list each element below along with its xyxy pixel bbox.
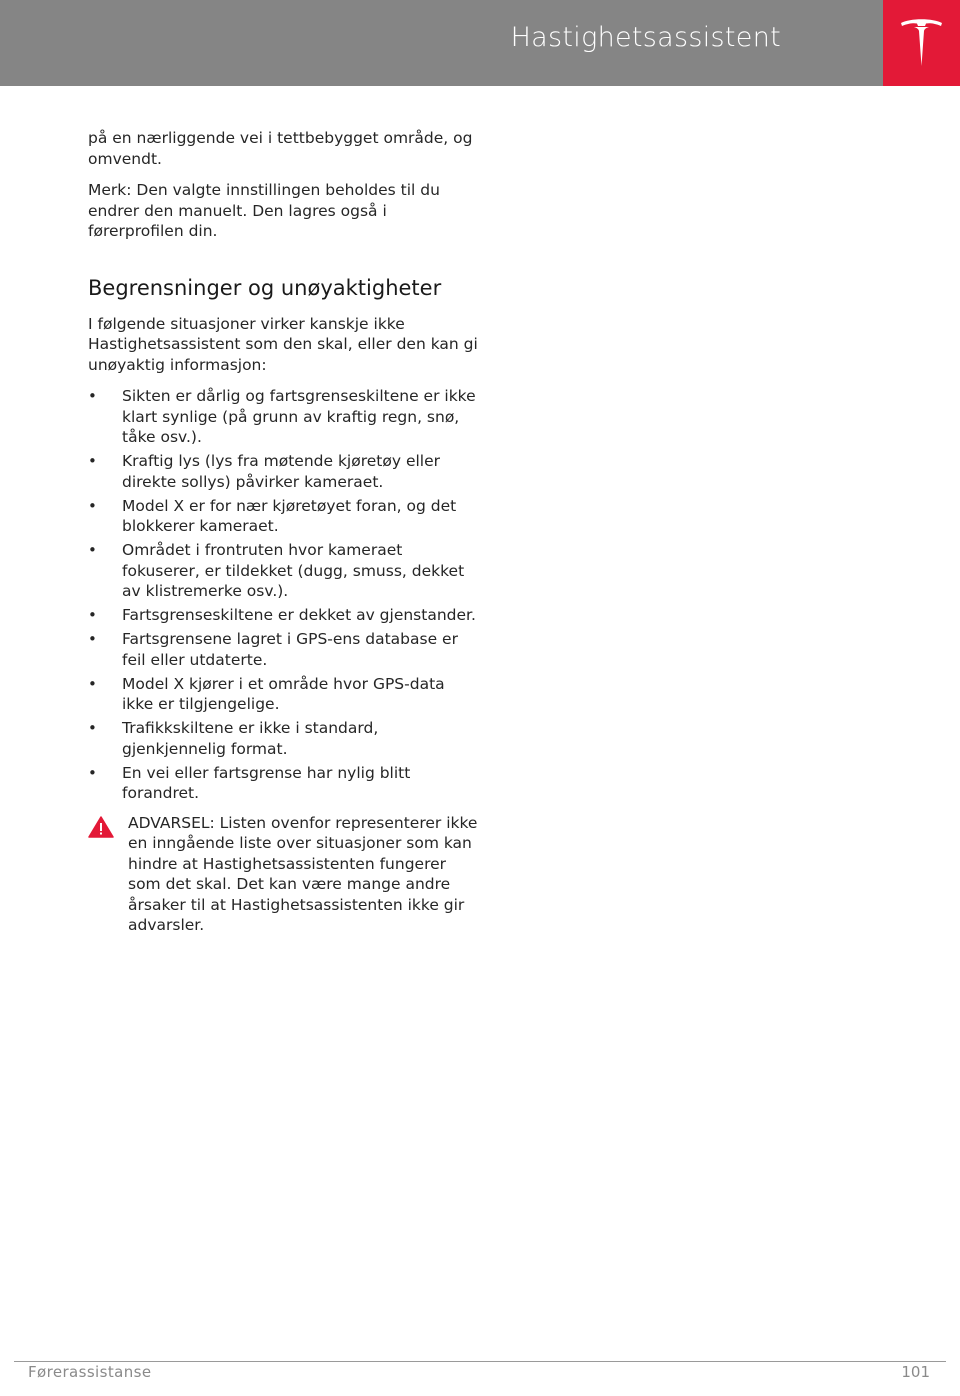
- header-bar: [0, 0, 883, 86]
- bullet-icon: •: [88, 763, 97, 782]
- list-item-text: Fartsgrenseskiltene er dekket av gjenstander.: [122, 606, 476, 624]
- list-item-text: Model X er for nær kjøretøyet foran, og det blokkerer kameraet.: [122, 496, 457, 535]
- list-item-text: Området i frontruten hvor kameraet fokuserer, er tildekket (dugg, smuss, dekket av klistremerke osv.).: [122, 541, 465, 600]
- tesla-logo-icon: [901, 16, 942, 68]
- list-item: [88, 718, 480, 759]
- list-item: [88, 763, 480, 804]
- list-item-text: Model X kjører i et område hvor GPS-data ikke er tilgjengelige.: [122, 674, 445, 713]
- intro-paragraph: på en nærliggende vei i tettbebygget område, og omvendt.: [88, 129, 473, 168]
- section-heading: Begrensninger og unøyaktigheter: [88, 275, 442, 300]
- list-item-text: Kraftig lys (lys fra møtende kjøretøy eller direkte sollys) påvirker kameraet.: [122, 452, 441, 491]
- bullet-icon: •: [88, 387, 97, 405]
- list-item: [88, 386, 480, 448]
- bullet-icon: •: [88, 452, 97, 470]
- main-content: [88, 128, 480, 936]
- page-number: 101: [901, 1363, 930, 1381]
- bullet-icon: •: [88, 719, 97, 737]
- list-item-text: Sikten er dårlig og fartsgrenseskiltene er ikke klart synlige (på grunn av kraftig regn, snø, tåke osv.).: [122, 387, 476, 446]
- list-item: [88, 605, 480, 626]
- list-item: [88, 674, 480, 715]
- bullet-icon: •: [88, 674, 97, 693]
- warning-box: [88, 813, 480, 936]
- bullet-icon: •: [88, 606, 97, 624]
- footer-section-name: Førerassistanse: [28, 1363, 152, 1381]
- limitations-list: [88, 386, 480, 804]
- list-item-text: Trafikkskiltene er ikke i standard, gjenkjennelig format.: [122, 719, 379, 758]
- warning-text: ADVARSEL: Listen ovenfor representerer ikke en inngående liste over situasjoner som kan hindre at Hastighetsassistenten fungerer som det skal. Det kan være mange andre årsaker til at Hastighetsassistenten ikke gir advarsler.: [128, 813, 478, 934]
- list-item: [88, 496, 480, 537]
- bullet-icon: •: [88, 541, 97, 559]
- list-item: [88, 451, 480, 492]
- bullet-icon: •: [88, 630, 97, 648]
- bullet-icon: •: [88, 496, 97, 515]
- warning-triangle-icon: [88, 816, 114, 838]
- list-item-text: Fartsgrensene lagret i GPS-ens database er feil eller utdaterte.: [122, 630, 458, 669]
- list-item: [88, 629, 480, 670]
- note-paragraph: Merk: Den valgte innstillingen beholdes til du endrer den manuelt. Den lagres også i førerprofilen din.: [88, 181, 440, 240]
- footer-divider: [14, 1361, 946, 1362]
- list-item-text: En vei eller fartsgrense har nylig blitt forandret.: [122, 763, 411, 802]
- logo-box: [883, 0, 960, 86]
- section-intro: I følgende situasjoner virker kanskje ikke Hastighetsassistent som den skal, eller den kan gi unøyaktig informasjon:: [88, 314, 478, 374]
- page-title: Hastighetsassistent: [510, 22, 781, 53]
- list-item: [88, 540, 480, 602]
